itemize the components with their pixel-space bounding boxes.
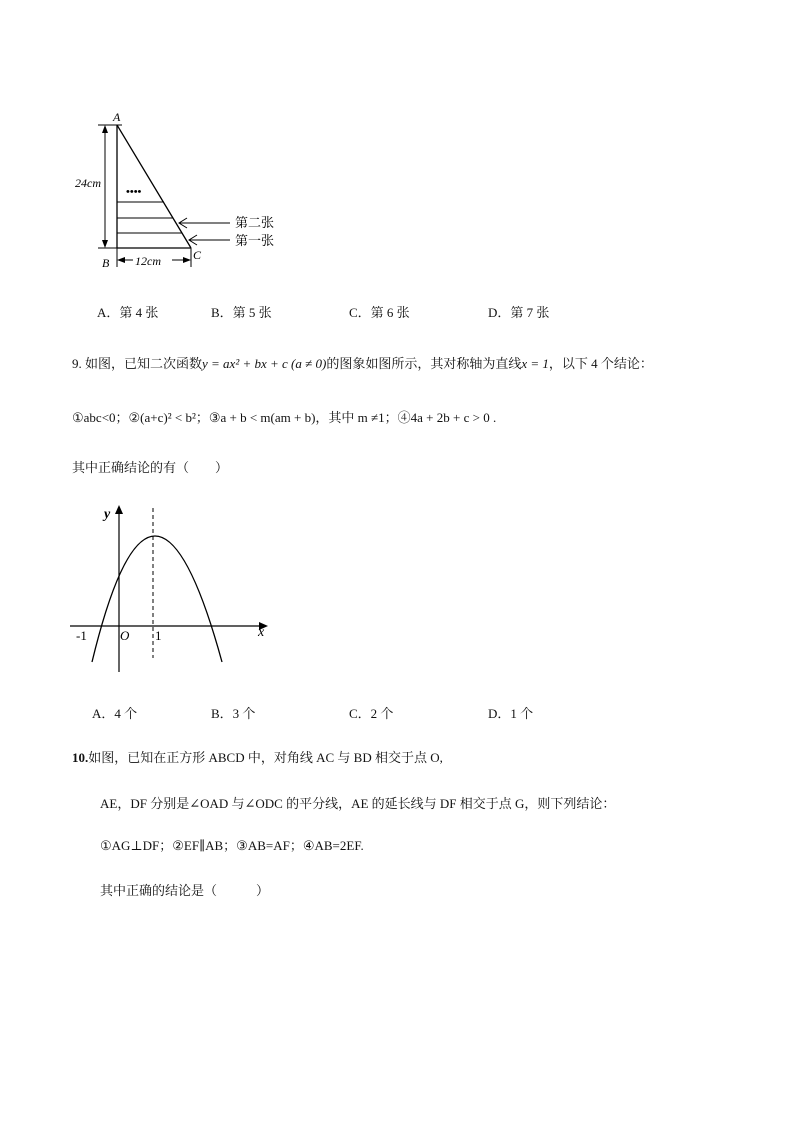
q9-stem-c: ，以下 4 个结论：	[548, 356, 653, 371]
vertex-label-c: C	[193, 248, 202, 262]
x-axis-label: x	[258, 625, 265, 640]
y-axis-label: y	[104, 507, 111, 522]
q9-option-d: D．1 个	[488, 706, 534, 721]
parabola-curve	[92, 536, 222, 662]
parabola-graph	[68, 500, 278, 680]
height-arrow-down	[102, 240, 108, 248]
q9-axis: x = 1	[521, 356, 549, 371]
q10-prompt: 其中正确的结论是（ ）	[100, 883, 270, 898]
q9-option-a: A．4 个	[92, 706, 138, 721]
q8-option-b: B．第 5 张	[211, 305, 272, 320]
q9-stem-b: 的图象如图所示，其对称轴为直线	[326, 356, 522, 371]
q9-stem	[72, 356, 653, 372]
origin-label: O	[120, 628, 130, 643]
q10-line3: ①AG⊥DF；②EF∥AB；③AB=AF；④AB=2EF.	[100, 838, 364, 853]
y-axis-arrow	[115, 505, 123, 514]
q9-option-c: C．2 个	[349, 706, 394, 721]
q8-option-c: C．第 6 张	[349, 305, 410, 320]
first-strip-label: 第一张	[235, 233, 275, 248]
q10-line1-text: 如图，已知在正方形 ABCD 中，对角线 AC 与 BD 相交于点 O,	[88, 750, 443, 765]
q9-prompt: 其中正确结论的有（ ）	[72, 460, 229, 475]
q9-stem-a: 如图，已知二次函数	[85, 356, 203, 371]
q8-option-d: D．第 7 张	[488, 305, 550, 320]
ellipsis-dots: ••••	[126, 186, 142, 198]
q9-conclusions: ①abc<0；②(a+c)² < b²；③a + b < m(am + b)，其中 m ≠1；④4a + 2b + c > 0 .	[72, 410, 497, 425]
q10-number: 10.	[72, 750, 89, 765]
q9-formula: y = ax² + bx + c (a ≠ 0)	[202, 356, 327, 371]
q8-option-a: A．第 4 张	[97, 305, 159, 320]
base-arrow-left	[117, 257, 125, 263]
q9-number: 9.	[72, 356, 82, 371]
q10-line1	[72, 750, 443, 766]
stacked-strips-figure	[60, 105, 300, 275]
second-strip-label: 第二张	[235, 215, 275, 230]
tick-1-label: 1	[155, 628, 162, 643]
vertex-label-b: B	[102, 256, 110, 270]
tick-neg1-label: -1	[76, 628, 87, 643]
base-label: 12cm	[135, 254, 161, 268]
base-arrow-right	[183, 257, 191, 263]
height-arrow-up	[102, 125, 108, 133]
vertex-label-a: A	[113, 110, 121, 124]
q9-option-b: B．3 个	[211, 706, 256, 721]
height-label: 24cm	[75, 176, 101, 190]
q10-line2: AE，DF 分别是∠OAD 与∠ODC 的平分线，AE 的延长线与 DF 相交于点 G，则下列结论：	[100, 796, 616, 811]
